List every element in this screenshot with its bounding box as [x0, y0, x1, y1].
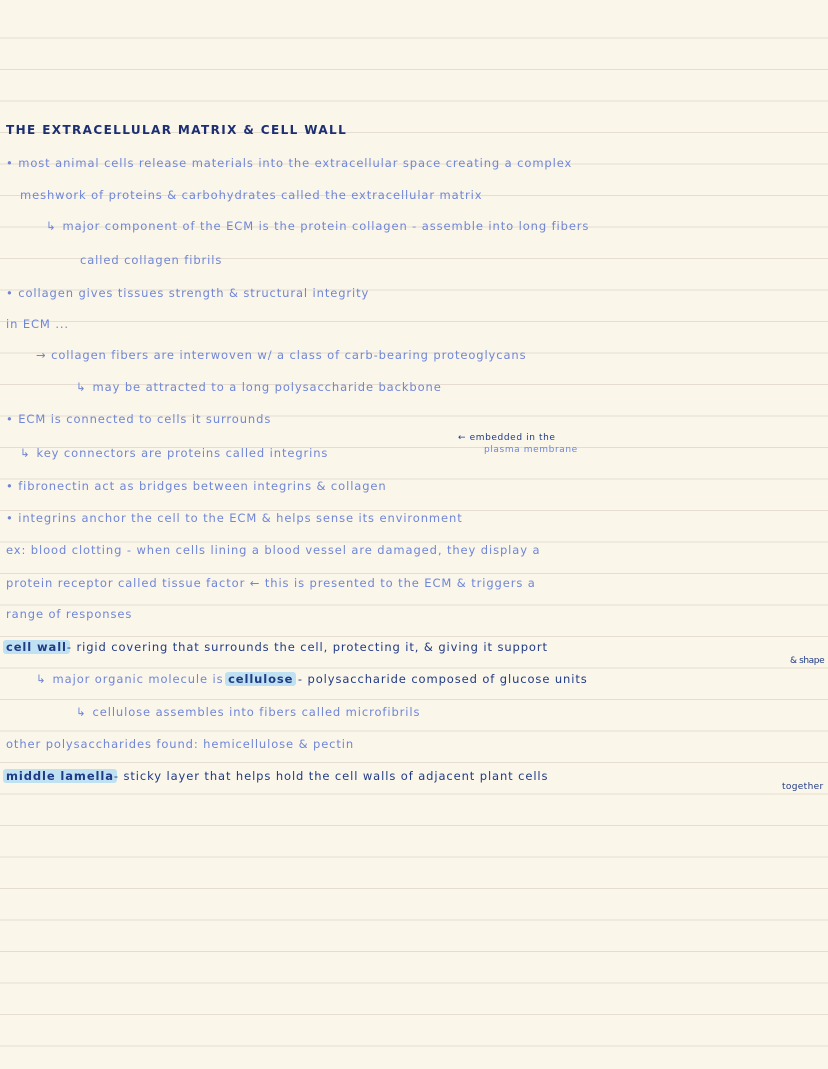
note-line: ↳ may be attracted to a long polysaccharide backbone: [76, 380, 442, 394]
note-line: ↳ key connectors are proteins called integrins: [20, 446, 329, 460]
note-line: • ECM is connected to cells it surrounds: [6, 412, 272, 426]
note-line: • collagen gives tissues strength & structural integrity: [6, 286, 370, 300]
note-line: • integrins anchor the cell to the ECM & helps sense its environment: [6, 511, 463, 525]
note-line: meshwork of proteins & carbohydrates called the extracellular matrix: [20, 188, 483, 202]
note-line: ↳ major organic molecule is cellulose - polysaccharide composed of glucose units: [36, 672, 588, 686]
note-line: ex: blood clotting - when cells lining a blood vessel are damaged, they display a: [6, 543, 541, 557]
note-line: called collagen fibrils: [80, 253, 223, 267]
note-line: middle lamella- sticky layer that helps hold the cell walls of adjacent plant cells: [6, 769, 548, 783]
note-line: cell wall- rigid covering that surrounds the cell, protecting it, & giving it support: [6, 640, 548, 654]
highlighted-term: cell wall: [3, 640, 70, 654]
side-note: & shape: [790, 656, 825, 666]
highlighted-term: middle lamella: [3, 769, 117, 783]
note-line: • fibronectin act as bridges between integrins & collagen: [6, 479, 387, 493]
note-line: protein receptor called tissue factor ← this is presented to the ECM & triggers a: [6, 576, 536, 590]
note-line: ↳ major component of the ECM is the protein collagen - assemble into long fibers: [46, 219, 590, 233]
page-title: THE EXTRACELLULAR MATRIX & CELL WALL: [6, 123, 348, 137]
sub-arrow-icon: ↳: [20, 446, 31, 460]
sub-arrow-icon: ↳: [76, 380, 87, 394]
note-line: ↳ cellulose assembles into fibers called microfibrils: [76, 705, 421, 719]
side-note: plasma membrane: [484, 445, 578, 455]
note-line: → collagen fibers are interwoven w/ a class of carb-bearing proteoglycans: [36, 348, 527, 362]
note-line: in ECM ...: [6, 317, 69, 331]
side-note: ← embedded in the: [458, 433, 556, 443]
side-note: together: [782, 782, 824, 792]
highlighted-term: cellulose: [225, 672, 296, 686]
sub-arrow-icon: ↳: [36, 672, 47, 686]
note-line: other polysaccharides found: hemicellulose & pectin: [6, 737, 355, 751]
note-line: range of responses: [6, 607, 133, 621]
note-line: • most animal cells release materials into the extracellular space creating a complex: [6, 156, 573, 170]
sub-arrow-icon: ↳: [76, 705, 87, 719]
sub-arrow-icon: ↳: [46, 219, 57, 233]
